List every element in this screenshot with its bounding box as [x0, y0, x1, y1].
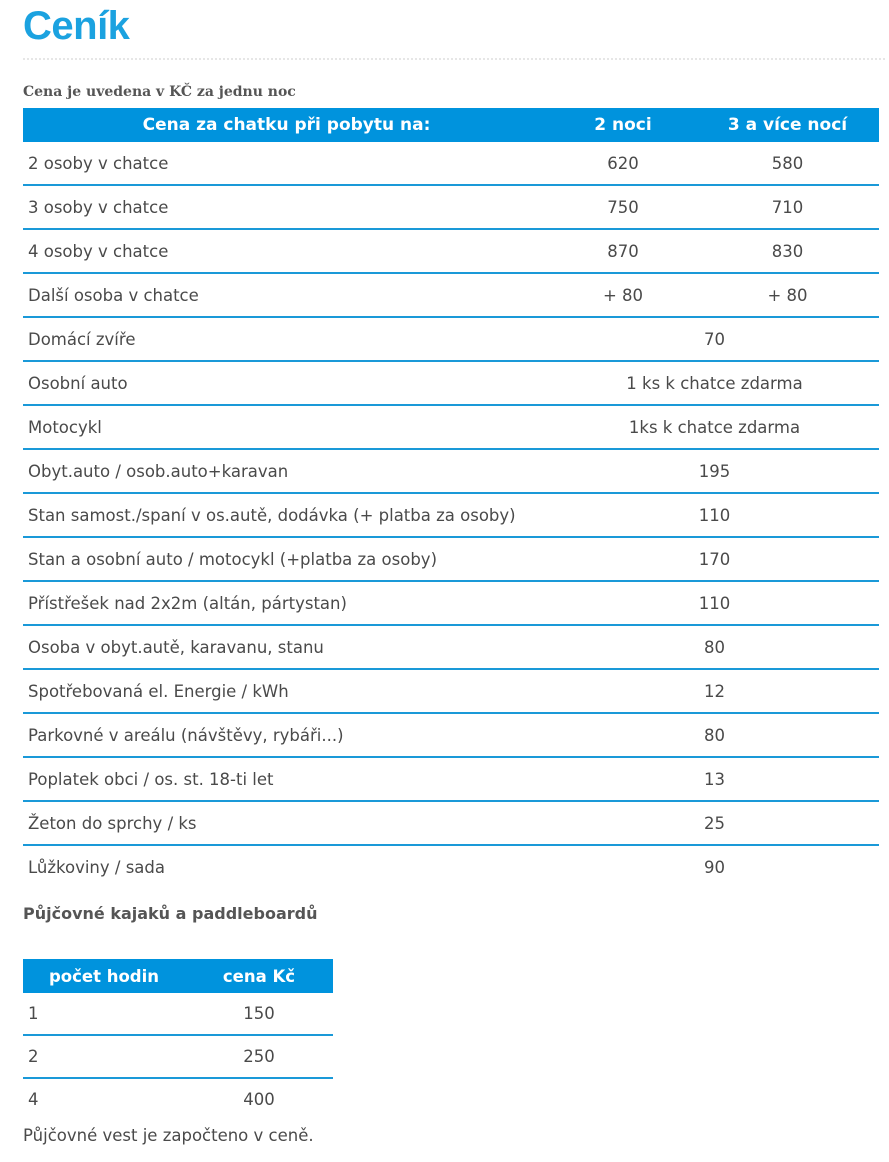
row-price: 80 — [550, 625, 879, 669]
row-price-two-nights: 750 — [550, 185, 696, 229]
header-hours: počet hodin — [23, 959, 185, 993]
table-row — [23, 993, 333, 1035]
row-label: Lůžkoviny / sada — [28, 857, 165, 877]
row-label: Žeton do sprchy / ks — [23, 801, 550, 845]
table-row — [23, 713, 879, 757]
rental-table-body — [23, 993, 333, 1120]
row-price: 90 — [704, 857, 725, 877]
header-three-plus-nights: 3 a více nocí — [696, 108, 879, 142]
row-price: 12 — [550, 669, 879, 713]
rental-price-table — [23, 959, 333, 1120]
table-row — [23, 493, 879, 537]
row-price-three-plus: 580 — [696, 142, 879, 185]
table-row — [23, 845, 879, 888]
price-note: Cena je uvedena v KČ za jednu noc — [23, 84, 296, 100]
row-price-three-plus: 830 — [696, 229, 879, 273]
header-price: cena Kč — [185, 959, 333, 993]
row-label: 4 osoby v chatce — [23, 229, 550, 273]
rental-price: 250 — [185, 1035, 333, 1078]
table-row — [23, 801, 879, 845]
row-price: 70 — [550, 317, 879, 361]
rental-header-row — [23, 959, 333, 993]
header-two-nights: 2 noci — [550, 108, 696, 142]
table-row — [23, 625, 879, 669]
row-label: Stan a osobní auto / motocykl (+platba za osoby) — [23, 537, 550, 581]
price-table-body — [23, 142, 879, 888]
row-label: 3 osoby v chatce — [23, 185, 550, 229]
rental-price: 400 — [243, 1090, 275, 1109]
table-row — [23, 273, 879, 317]
row-label: 2 osoby v chatce — [23, 142, 550, 185]
row-label: Spotřebovaná el. Energie / kWh — [23, 669, 550, 713]
row-price-two-nights: + 80 — [550, 273, 696, 317]
row-label: Domácí zvíře — [23, 317, 550, 361]
row-price: 80 — [550, 713, 879, 757]
rental-note: Půjčovné vest je započteno v ceně. — [23, 1126, 314, 1145]
row-price-two-nights: 620 — [550, 142, 696, 185]
row-price: 13 — [550, 757, 879, 801]
table-row — [23, 317, 879, 361]
row-label: Stan samost./spaní v os.autě, dodávka (+ platba za osoby) — [23, 493, 550, 537]
row-price: 1ks k chatce zdarma — [550, 405, 879, 449]
row-price: 170 — [550, 537, 879, 581]
page-title: Ceník — [23, 4, 130, 48]
rental-hours: 2 — [23, 1035, 185, 1078]
table-row — [23, 1078, 333, 1120]
row-price-two-nights: 870 — [550, 229, 696, 273]
rental-hours: 4 — [28, 1090, 39, 1109]
table-row — [23, 229, 879, 273]
rental-heading: Půjčovné kajaků a paddleboardů — [23, 904, 318, 923]
cabin-price-table — [23, 108, 879, 888]
row-label: Přístřešek nad 2x2m (altán, pártystan) — [23, 581, 550, 625]
row-price-three-plus: + 80 — [696, 273, 879, 317]
row-price: 25 — [550, 801, 879, 845]
row-label: Parkovné v areálu (návštěvy, rybáři...) — [23, 713, 550, 757]
table-row — [23, 1035, 333, 1078]
table-row — [23, 361, 879, 405]
table-row — [23, 449, 879, 493]
row-price: 110 — [550, 493, 879, 537]
row-price: 1 ks k chatce zdarma — [550, 361, 879, 405]
row-label: Obyt.auto / osob.auto+karavan — [23, 449, 550, 493]
table-row — [23, 537, 879, 581]
row-label: Osobní auto — [23, 361, 550, 405]
rental-price: 150 — [185, 993, 333, 1035]
table-row — [23, 405, 879, 449]
row-label: Osoba v obyt.autě, karavanu, stanu — [23, 625, 550, 669]
row-label: Poplatek obci / os. st. 18-ti let — [23, 757, 550, 801]
table-row — [23, 142, 879, 185]
table-row — [23, 757, 879, 801]
table-row — [23, 185, 879, 229]
row-price-three-plus: 710 — [696, 185, 879, 229]
row-price: 195 — [550, 449, 879, 493]
title-divider — [23, 58, 885, 60]
row-label: Další osoba v chatce — [23, 273, 550, 317]
table-row — [23, 669, 879, 713]
table-header-row — [23, 108, 879, 142]
rental-hours: 1 — [23, 993, 185, 1035]
row-label: Motocykl — [23, 405, 550, 449]
table-row — [23, 581, 879, 625]
header-stay-length: Cena za chatku při pobytu na: — [23, 108, 550, 142]
row-price: 110 — [550, 581, 879, 625]
